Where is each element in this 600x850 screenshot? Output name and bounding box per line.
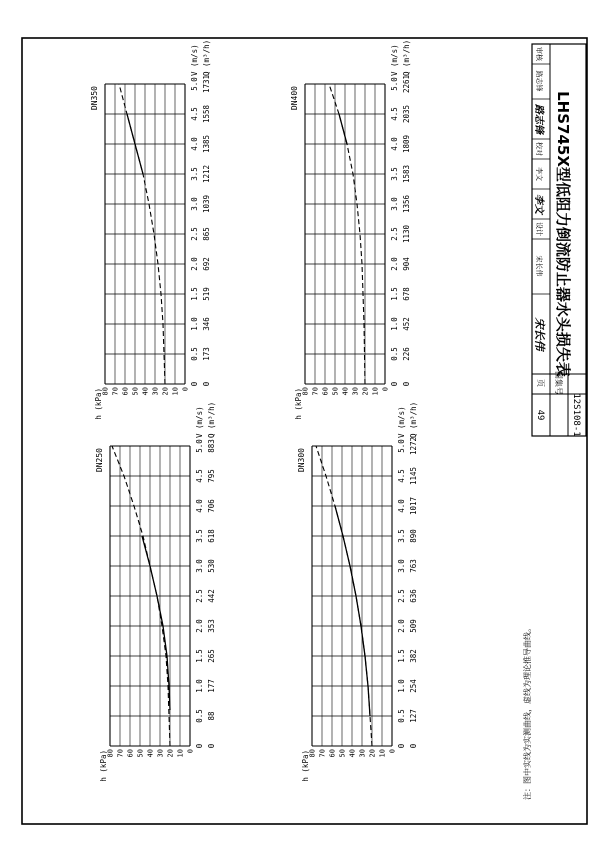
chart-dn350	[90, 40, 211, 420]
dn250-q-tick-label: 883	[207, 439, 216, 453]
dn350-q-tick-label: 519	[202, 287, 211, 301]
dn300-q-tick-label: 763	[409, 559, 418, 573]
dn250-q-tick-label: 442	[207, 589, 216, 603]
dn400-y-tick-label: 40	[341, 387, 350, 396]
dn350-v-tick-label: 1.0	[190, 317, 199, 331]
dn400-v-tick-label: 3.5	[390, 167, 399, 181]
dn300-q-tick-label: 0	[409, 743, 418, 749]
dn400-y-tick-label: 50	[331, 387, 340, 396]
dn350-q-tick-label: 1731	[202, 74, 211, 94]
dn400-v-tick-label: 5.0	[390, 77, 399, 91]
dn350-y-axis-label: h (kPa)	[94, 388, 103, 420]
reviewer-label: 审核	[535, 47, 543, 61]
dn350-v-tick-label: 0.5	[190, 347, 199, 361]
atlas-no-label: 图集号	[554, 371, 563, 395]
dn250-q-tick-label: 618	[207, 529, 216, 543]
dn350-y-tick-label: 40	[141, 387, 150, 396]
dn400-q-tick-label: 226	[402, 347, 411, 361]
dn350-y-tick-label: 60	[121, 387, 130, 396]
dn250-q-tick-label: 795	[207, 469, 216, 483]
dn250-y-tick-label: 60	[126, 749, 135, 758]
dn400-y-axis-label: h (kPa)	[294, 388, 303, 420]
dn250-v-tick-label: 2.0	[195, 619, 204, 633]
dn350-q-tick-label: 346	[202, 317, 211, 331]
dn300-v-tick-label: 2.5	[397, 589, 406, 603]
dn300-v-tick-label: 1.0	[397, 679, 406, 693]
dn300-q-tick-label: 636	[409, 589, 418, 603]
dn350-v-tick-label: 3.5	[190, 167, 199, 181]
page-number: 49	[535, 409, 545, 421]
dn400-y-tick-label: 80	[301, 387, 310, 396]
dn250-q-tick-label: 265	[207, 649, 216, 663]
dn250-y-tick-label: 50	[136, 749, 145, 758]
dn300-y-axis-label: h (kPa)	[301, 750, 310, 782]
dn300-q-tick-label: 890	[409, 529, 418, 543]
dn300-v-tick-label: 3.5	[397, 529, 406, 543]
dn400-q-tick-label: 1809	[402, 134, 411, 154]
dn300-q-tick-label: 1272	[409, 436, 418, 456]
dn300-y-tick-label: 40	[348, 749, 357, 758]
dn400-q-tick-label: 2035	[402, 104, 411, 124]
dn350-v-tick-label: 2.0	[190, 257, 199, 271]
dn250-v-tick-label: 3.5	[195, 529, 204, 543]
dn400-y-tick-label: 30	[351, 387, 360, 396]
dn400-v-axis-label: V (m/s)	[390, 44, 399, 76]
dn250-title: DN250	[95, 448, 104, 473]
dn400-q-tick-label: 678	[402, 287, 411, 301]
dn250-q-tick-label: 353	[207, 619, 216, 633]
dn300-y-tick-label: 30	[358, 749, 367, 758]
dn250-q-tick-label: 0	[207, 743, 216, 749]
dn350-y-tick-label: 30	[151, 387, 160, 396]
reviewer-name: 路志锋	[535, 70, 543, 92]
chart-dn300	[297, 402, 418, 782]
dn400-q-tick-label: 452	[402, 317, 411, 331]
dn300-v-tick-label: 4.0	[397, 499, 406, 513]
dn300-y-tick-label: 10	[378, 749, 387, 758]
dn400-y-tick-label: 60	[321, 387, 330, 396]
dn350-q-tick-label: 1039	[202, 194, 211, 214]
dn400-y-tick-label: 20	[361, 387, 370, 396]
dn300-y-tick-label: 50	[338, 749, 347, 758]
dn350-v-tick-label: 4.0	[190, 137, 199, 151]
dn250-v-axis-label: V (m/s)	[195, 406, 204, 438]
dn400-v-tick-label: 2.0	[390, 257, 399, 271]
checker-name: 李文	[535, 167, 543, 181]
dn300-y-tick-label: 20	[368, 749, 377, 758]
dn250-v-tick-label: 0.5	[195, 709, 204, 723]
dn400-v-tick-label: 0.5	[390, 347, 399, 361]
dn400-q-tick-label: 1130	[402, 224, 411, 244]
dn250-q-tick-label: 706	[207, 499, 216, 513]
charts-group	[90, 40, 418, 782]
dn250-v-tick-label: 4.0	[195, 499, 204, 513]
dn350-q-tick-label: 692	[202, 257, 211, 271]
dn250-v-tick-label: 0	[195, 743, 204, 749]
dn300-q-tick-label: 127	[409, 709, 418, 723]
dn300-v-tick-label: 2.0	[397, 619, 406, 633]
checker-signature: 李文	[533, 194, 544, 214]
dn350-q-axis-label: Q (m³/h)	[202, 39, 211, 76]
chart-dn400	[290, 40, 411, 420]
dn300-y-tick-label: 70	[318, 749, 327, 758]
sheet-note: 注：图中实线为实测曲线，虚线为理论推导曲线。	[523, 624, 532, 800]
drawing-title: LHS745X型低阻力倒流防止器水头损失表	[554, 91, 572, 377]
dn250-q-tick-label: 530	[207, 559, 216, 573]
dn400-v-tick-label: 0	[390, 381, 399, 387]
dn300-v-axis-label: V (m/s)	[397, 406, 406, 438]
dn250-y-tick-label: 10	[176, 749, 185, 758]
dn350-v-tick-label: 4.5	[190, 107, 199, 121]
dn350-q-tick-label: 865	[202, 227, 211, 241]
dn250-q-tick-label: 177	[207, 679, 216, 693]
dn300-v-tick-label: 0	[397, 743, 406, 749]
dn350-y-tick-label: 10	[171, 387, 180, 396]
dn400-y-tick-label: 70	[311, 387, 320, 396]
dn250-y-tick-label: 30	[156, 749, 165, 758]
dn300-y-tick-label: 0	[388, 749, 397, 754]
dn400-title: DN400	[290, 86, 299, 111]
dn350-title: DN350	[90, 86, 99, 111]
dn400-q-tick-label: 0	[402, 381, 411, 387]
dn400-v-tick-label: 4.0	[390, 137, 399, 151]
dn250-v-tick-label: 5.0	[195, 439, 204, 453]
dn300-title: DN300	[297, 448, 306, 473]
dn250-y-axis-label: h (kPa)	[99, 750, 108, 782]
dn300-v-tick-label: 0.5	[397, 709, 406, 723]
dn350-y-tick-label: 20	[161, 387, 170, 396]
dn250-y-tick-label: 70	[116, 749, 125, 758]
dn400-series-measured	[339, 114, 347, 144]
dn250-y-tick-label: 20	[166, 749, 175, 758]
atlas-no-value: 12S108-1	[571, 393, 581, 437]
dn300-v-tick-label: 5.0	[397, 439, 406, 453]
designer-signature: 宋长伟	[533, 317, 546, 351]
dn400-v-tick-label: 3.0	[390, 197, 399, 211]
dn400-v-tick-label: 4.5	[390, 107, 399, 121]
dn350-y-tick-label: 50	[131, 387, 140, 396]
title-block	[532, 44, 586, 437]
dn250-v-tick-label: 4.5	[195, 469, 204, 483]
chart-dn250	[95, 402, 216, 782]
dn300-q-tick-label: 1017	[409, 496, 418, 516]
dn300-y-tick-label: 60	[328, 749, 337, 758]
dn400-q-tick-label: 904	[402, 257, 411, 271]
dn400-v-tick-label: 1.0	[390, 317, 399, 331]
dn400-q-tick-label: 2261	[402, 74, 411, 94]
dn400-q-axis-label: Q (m³/h)	[402, 39, 411, 76]
dn350-q-tick-label: 0	[202, 381, 211, 387]
dn300-v-tick-label: 4.5	[397, 469, 406, 483]
dn250-y-tick-label: 40	[146, 749, 155, 758]
dn350-q-tick-label: 1385	[202, 134, 211, 154]
dn350-v-tick-label: 1.5	[190, 287, 199, 301]
dn400-y-tick-label: 0	[381, 387, 390, 392]
dn350-q-tick-label: 1212	[202, 164, 211, 184]
dn350-q-tick-label: 173	[202, 347, 211, 361]
dn300-q-tick-label: 254	[409, 679, 418, 693]
dn350-y-tick-label: 70	[111, 387, 120, 396]
dn350-v-tick-label: 3.0	[190, 197, 199, 211]
designer-name: 宋长伟	[535, 255, 543, 277]
dn350-q-tick-label: 1558	[202, 104, 211, 124]
dn300-q-tick-label: 382	[409, 649, 418, 663]
page-label: 页	[536, 379, 545, 387]
checker-label: 校对	[535, 142, 543, 156]
dn300-q-tick-label: 509	[409, 619, 418, 633]
dn250-v-tick-label: 1.0	[195, 679, 204, 693]
dn350-v-tick-label: 5.0	[190, 77, 199, 91]
dn350-v-tick-label: 2.5	[190, 227, 199, 241]
dn400-y-tick-label: 10	[371, 387, 380, 396]
dn250-y-tick-label: 80	[106, 749, 115, 758]
dn250-q-tick-label: 88	[207, 711, 216, 721]
reviewer-signature: 路志锋	[533, 104, 544, 134]
dn350-v-tick-label: 0	[190, 381, 199, 387]
dn300-v-tick-label: 3.0	[397, 559, 406, 573]
dn350-v-axis-label: V (m/s)	[190, 44, 199, 76]
dn250-v-tick-label: 3.0	[195, 559, 204, 573]
dn250-series-measured	[142, 536, 170, 710]
dn300-series-measured	[335, 506, 370, 716]
dn250-v-tick-label: 2.5	[195, 589, 204, 603]
dn300-v-tick-label: 1.5	[397, 649, 406, 663]
dn400-v-tick-label: 2.5	[390, 227, 399, 241]
dn400-q-tick-label: 1583	[402, 164, 411, 184]
dn300-q-axis-label: Q (m³/h)	[409, 401, 418, 438]
dn350-y-tick-label: 0	[181, 387, 190, 392]
dn250-q-axis-label: Q (m³/h)	[207, 401, 216, 438]
dn350-y-tick-label: 80	[101, 387, 110, 396]
designer-label: 设计	[535, 222, 543, 236]
dn250-y-tick-label: 0	[186, 749, 195, 754]
dn400-v-tick-label: 1.5	[390, 287, 399, 301]
dn250-v-tick-label: 1.5	[195, 649, 204, 663]
dn400-q-tick-label: 1356	[402, 194, 411, 214]
dn300-y-tick-label: 80	[308, 749, 317, 758]
dn300-q-tick-label: 1145	[409, 466, 418, 486]
